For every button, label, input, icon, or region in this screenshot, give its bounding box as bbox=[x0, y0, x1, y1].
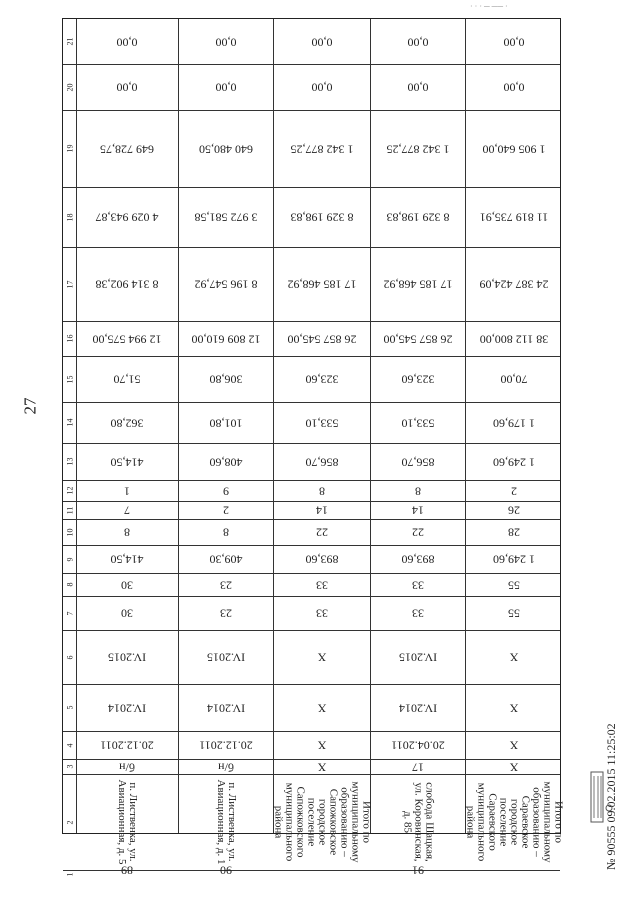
cell-text: X bbox=[317, 650, 326, 665]
column-number: 6 bbox=[65, 655, 74, 659]
table-cell bbox=[465, 684, 562, 731]
cell-text: 856,70 bbox=[305, 455, 338, 469]
cell-text: IV.2014 bbox=[398, 701, 437, 715]
table-cell bbox=[178, 501, 273, 519]
table-cell bbox=[76, 774, 178, 870]
table-cell bbox=[370, 596, 465, 630]
cell-text: 893,60 bbox=[305, 552, 338, 567]
table-cell bbox=[178, 247, 273, 321]
column-divider bbox=[63, 870, 560, 871]
table-cell bbox=[273, 356, 370, 402]
cell-text: п. Лиственка, ул. Авиационная, д. 1 bbox=[214, 779, 238, 865]
table-cell bbox=[370, 64, 465, 110]
table-cell bbox=[76, 545, 178, 573]
stamp-logo-icon bbox=[589, 768, 615, 826]
table-cell bbox=[76, 19, 178, 64]
table-cell bbox=[273, 731, 370, 759]
table-cell bbox=[273, 501, 370, 519]
cell-text: 1 905 640,00 bbox=[482, 142, 545, 156]
table-cell bbox=[76, 247, 178, 321]
cell-text: 91 bbox=[411, 863, 424, 878]
cell-text: 17 185 468,92 bbox=[287, 277, 356, 292]
cell-text: 22 bbox=[315, 525, 328, 540]
table-cell bbox=[370, 684, 465, 731]
table-cell bbox=[370, 443, 465, 480]
cell-text: 101,80 bbox=[209, 416, 242, 430]
cell-text: 17 bbox=[411, 760, 424, 774]
cell-text: 20.12.2011 bbox=[100, 738, 154, 753]
cell-text: 0,00 bbox=[407, 80, 428, 95]
table-cell bbox=[76, 64, 178, 110]
column-number: 10 bbox=[65, 528, 74, 536]
column-number: 11 bbox=[64, 506, 74, 514]
cell-text: 0,00 bbox=[311, 80, 332, 95]
table-cell bbox=[273, 480, 370, 501]
cell-text: 8 329 198,83 bbox=[386, 210, 449, 225]
cell-text: 14 bbox=[315, 503, 328, 518]
table-cell bbox=[76, 759, 178, 774]
cell-text: 33 bbox=[411, 606, 424, 621]
table-cell bbox=[273, 573, 370, 596]
table-cell bbox=[178, 187, 273, 247]
table-cell bbox=[178, 759, 273, 774]
cell-text: 323,60 bbox=[305, 372, 338, 387]
cell-text: б/н bbox=[217, 760, 234, 774]
table-cell bbox=[76, 110, 178, 187]
table-cell bbox=[76, 402, 178, 443]
table-cell bbox=[465, 321, 562, 356]
table-cell bbox=[465, 519, 562, 545]
table-cell bbox=[76, 596, 178, 630]
table-cell bbox=[178, 731, 273, 759]
table-cell bbox=[465, 596, 562, 630]
cell-text: X bbox=[317, 738, 326, 753]
cell-text: 8 bbox=[318, 484, 325, 498]
table-cell bbox=[178, 321, 273, 356]
cell-text: 1 342 877,25 bbox=[290, 142, 353, 156]
cell-text: 8 196 547,92 bbox=[194, 277, 257, 292]
table-cell bbox=[370, 519, 465, 545]
table-cell bbox=[273, 110, 370, 187]
cell-text: 33 bbox=[315, 578, 328, 592]
cell-text: 11 819 735,91 bbox=[479, 210, 548, 225]
table-cell bbox=[370, 545, 465, 573]
cell-text: 55 bbox=[507, 606, 520, 621]
cell-text: 26 857 545,00 bbox=[383, 332, 452, 346]
table-cell bbox=[178, 480, 273, 501]
column-number: 15 bbox=[65, 375, 74, 383]
table-cell bbox=[178, 630, 273, 684]
table-cell bbox=[76, 321, 178, 356]
cell-text: 90 bbox=[219, 863, 232, 878]
cell-text: 30 bbox=[121, 578, 133, 592]
table-cell bbox=[465, 759, 562, 774]
table-cell bbox=[178, 19, 273, 64]
table-cell bbox=[178, 110, 273, 187]
table-cell bbox=[465, 19, 562, 64]
cell-text: 0,00 bbox=[116, 80, 138, 95]
table-cell bbox=[273, 64, 370, 110]
cell-text: IV.2015 bbox=[206, 650, 245, 665]
cell-text: 533,10 bbox=[401, 416, 434, 430]
cell-text: 8 329 198,83 bbox=[290, 210, 353, 225]
table-cell bbox=[370, 501, 465, 519]
cell-text: X bbox=[317, 760, 326, 774]
cell-text: 1 249,60 bbox=[492, 552, 535, 567]
cell-text: 70,00 bbox=[500, 372, 527, 387]
cell-text: 22 bbox=[411, 525, 424, 540]
table-cell bbox=[273, 519, 370, 545]
cell-text: 89 bbox=[121, 863, 133, 878]
table-cell bbox=[370, 110, 465, 187]
cell-text: б/н bbox=[119, 760, 135, 774]
table-cell bbox=[273, 596, 370, 630]
cell-text: 51,70 bbox=[113, 372, 141, 387]
table-cell bbox=[273, 321, 370, 356]
table-cell bbox=[76, 519, 178, 545]
table-cell bbox=[178, 64, 273, 110]
table-cell bbox=[273, 759, 370, 774]
cell-text: п. Лиственка, ул. Авиационная, д. 5 bbox=[116, 779, 139, 865]
cell-text: 12 809 610,00 bbox=[191, 332, 260, 346]
page-number: 27 bbox=[20, 397, 39, 415]
column-number: 1 bbox=[65, 872, 74, 877]
table-cell bbox=[178, 443, 273, 480]
table-cell bbox=[465, 731, 562, 759]
cell-text: IV.2015 bbox=[398, 650, 437, 665]
column-number: 7 bbox=[65, 611, 74, 615]
table-cell bbox=[370, 731, 465, 759]
cell-text: 26 857 545,00 bbox=[287, 332, 356, 346]
registration-stamp bbox=[598, 590, 624, 870]
column-number: 14 bbox=[65, 418, 74, 427]
column-number: 8 bbox=[65, 582, 74, 587]
cell-text: 0,00 bbox=[407, 35, 428, 49]
table-cell bbox=[465, 247, 562, 321]
cell-text: 0,00 bbox=[503, 35, 524, 49]
table-cell bbox=[370, 480, 465, 501]
cell-text: 2 bbox=[222, 503, 229, 518]
table-cell bbox=[76, 630, 178, 684]
table-cell bbox=[465, 501, 562, 519]
cell-text: 28 bbox=[507, 525, 520, 540]
table-cell bbox=[465, 545, 562, 573]
table-cell bbox=[76, 501, 178, 519]
cell-text: 306,80 bbox=[209, 372, 242, 387]
column-number: 19 bbox=[65, 144, 74, 153]
cell-text: 33 bbox=[315, 606, 328, 621]
cell-text: 17 185 468,92 bbox=[383, 277, 452, 292]
stamp-text: № 90555 09.02.2015 11:25:02 bbox=[604, 723, 618, 870]
table-cell bbox=[76, 480, 178, 501]
cell-text: 12 994 575,00 bbox=[92, 332, 162, 346]
cell-text: 38 112 800,00 bbox=[479, 332, 548, 346]
cell-text: 8 bbox=[222, 525, 229, 540]
table-cell bbox=[178, 774, 273, 870]
table-cell bbox=[273, 247, 370, 321]
table-cell bbox=[76, 731, 178, 759]
cell-text: 24 387 424,09 bbox=[479, 277, 548, 292]
table-cell bbox=[273, 630, 370, 684]
cell-text: 55 bbox=[507, 578, 520, 592]
cell-text: 893,60 bbox=[401, 552, 434, 567]
table-cell bbox=[465, 356, 562, 402]
cell-text: 33 bbox=[411, 578, 424, 592]
cell-text: X bbox=[509, 760, 518, 774]
cell-text: 0,00 bbox=[311, 35, 332, 49]
table-cell bbox=[178, 519, 273, 545]
cell-text: 409,30 bbox=[209, 552, 242, 567]
cell-text: 20.12.2011 bbox=[198, 738, 253, 753]
table-cell bbox=[273, 402, 370, 443]
cell-text: 9 bbox=[222, 484, 229, 498]
table-cell bbox=[370, 630, 465, 684]
table-cell bbox=[465, 630, 562, 684]
table-cell bbox=[178, 684, 273, 731]
table-cell bbox=[273, 684, 370, 731]
column-number: 2 bbox=[65, 820, 74, 824]
cell-text: 408,60 bbox=[209, 455, 242, 469]
table-cell bbox=[465, 402, 562, 443]
cell-text: 1 bbox=[124, 484, 130, 498]
scan-marks: · · · ─ ── · bbox=[470, 2, 508, 11]
cell-text: IV.2014 bbox=[206, 701, 245, 715]
column-number: 16 bbox=[65, 334, 74, 343]
cell-text: 0,00 bbox=[215, 80, 236, 95]
table-cell bbox=[370, 247, 465, 321]
table-cell bbox=[370, 187, 465, 247]
table-cell bbox=[465, 64, 562, 110]
table-cell bbox=[178, 573, 273, 596]
cell-text: 23 bbox=[219, 606, 232, 621]
cell-text: 0,00 bbox=[116, 35, 138, 49]
table-cell bbox=[370, 356, 465, 402]
cell-text: IV.2015 bbox=[107, 650, 147, 665]
table-cell bbox=[76, 684, 178, 731]
table-cell bbox=[76, 356, 178, 402]
table-cell bbox=[370, 321, 465, 356]
table-cell bbox=[465, 480, 562, 501]
table-cell bbox=[76, 443, 178, 480]
cell-text: 0,00 bbox=[215, 35, 236, 49]
table-cell bbox=[465, 774, 562, 870]
cell-text: 4 029 943,87 bbox=[95, 210, 159, 225]
cell-text: Итого по муниципальному образованию – Сапожковское городское поселение Сапожковского муниципального района bbox=[272, 781, 372, 863]
cell-text: 26 bbox=[507, 503, 520, 518]
table-cell bbox=[370, 573, 465, 596]
cell-text: 856,70 bbox=[401, 455, 434, 469]
cell-text: 1 249,60 bbox=[492, 455, 535, 469]
cell-text: 23 bbox=[219, 578, 232, 592]
cell-text: 20.04.2011 bbox=[390, 738, 445, 753]
column-number: 4 bbox=[65, 743, 74, 747]
column-number: 12 bbox=[65, 486, 74, 495]
cell-text: 8 bbox=[414, 484, 421, 498]
cell-text: 1 342 877,25 bbox=[386, 142, 449, 156]
data-table bbox=[62, 18, 564, 878]
table-cell bbox=[178, 402, 273, 443]
table-cell bbox=[178, 545, 273, 573]
table-cell bbox=[178, 596, 273, 630]
cell-text: 640 480,50 bbox=[198, 142, 253, 156]
table-cell bbox=[370, 759, 465, 774]
cell-text: 0,00 bbox=[503, 80, 524, 95]
column-number: 9 bbox=[65, 557, 74, 561]
cell-text: 14 bbox=[411, 503, 424, 518]
table-cell bbox=[273, 187, 370, 247]
cell-text: 1 179,60 bbox=[492, 416, 535, 430]
table-cell bbox=[273, 19, 370, 64]
column-number: 17 bbox=[65, 280, 74, 288]
table-cell bbox=[465, 110, 562, 187]
table-cell bbox=[465, 187, 562, 247]
table-cell bbox=[76, 573, 178, 596]
table-cell bbox=[273, 774, 370, 870]
column-number: 5 bbox=[65, 705, 74, 710]
table-cell bbox=[370, 774, 465, 870]
cell-text: 8 314 902,38 bbox=[95, 277, 159, 292]
cell-text: 323,60 bbox=[401, 372, 434, 387]
cell-text: IV.2014 bbox=[107, 701, 147, 715]
cell-text: X bbox=[509, 738, 518, 753]
cell-text: 414,50 bbox=[110, 552, 144, 567]
table-cell bbox=[465, 573, 562, 596]
cell-text: 8 bbox=[124, 525, 130, 540]
cell-text: Итого по муниципальному образованию – Сараевское городское поселение Сараевского муниципального района bbox=[464, 781, 564, 863]
cell-text: 3 972 581,58 bbox=[194, 210, 257, 225]
cell-text: X bbox=[317, 701, 326, 715]
table-cell bbox=[370, 402, 465, 443]
column-number: 3 bbox=[65, 764, 74, 769]
cell-text: X bbox=[509, 650, 518, 665]
column-number: 18 bbox=[65, 213, 74, 221]
cell-text: 414,50 bbox=[110, 455, 144, 469]
cell-text: слобода Шацкая, ул. Коровинская, д. 85 bbox=[401, 782, 435, 862]
cell-text: 362,80 bbox=[110, 416, 144, 430]
cell-text: 7 bbox=[124, 503, 130, 518]
cell-text: X bbox=[509, 701, 518, 715]
cell-text: 533,10 bbox=[305, 416, 338, 430]
table-cell bbox=[76, 187, 178, 247]
column-number: 20 bbox=[65, 83, 74, 91]
cell-text: 649 728,75 bbox=[100, 142, 154, 156]
table-cell bbox=[370, 19, 465, 64]
table-cell bbox=[465, 443, 562, 480]
cell-text: 2 bbox=[510, 484, 517, 498]
cell-text: 30 bbox=[121, 606, 133, 621]
column-number: 21 bbox=[65, 37, 74, 46]
table-cell bbox=[178, 356, 273, 402]
table-cell bbox=[273, 443, 370, 480]
column-number: 13 bbox=[65, 457, 74, 466]
table-cell bbox=[273, 545, 370, 573]
